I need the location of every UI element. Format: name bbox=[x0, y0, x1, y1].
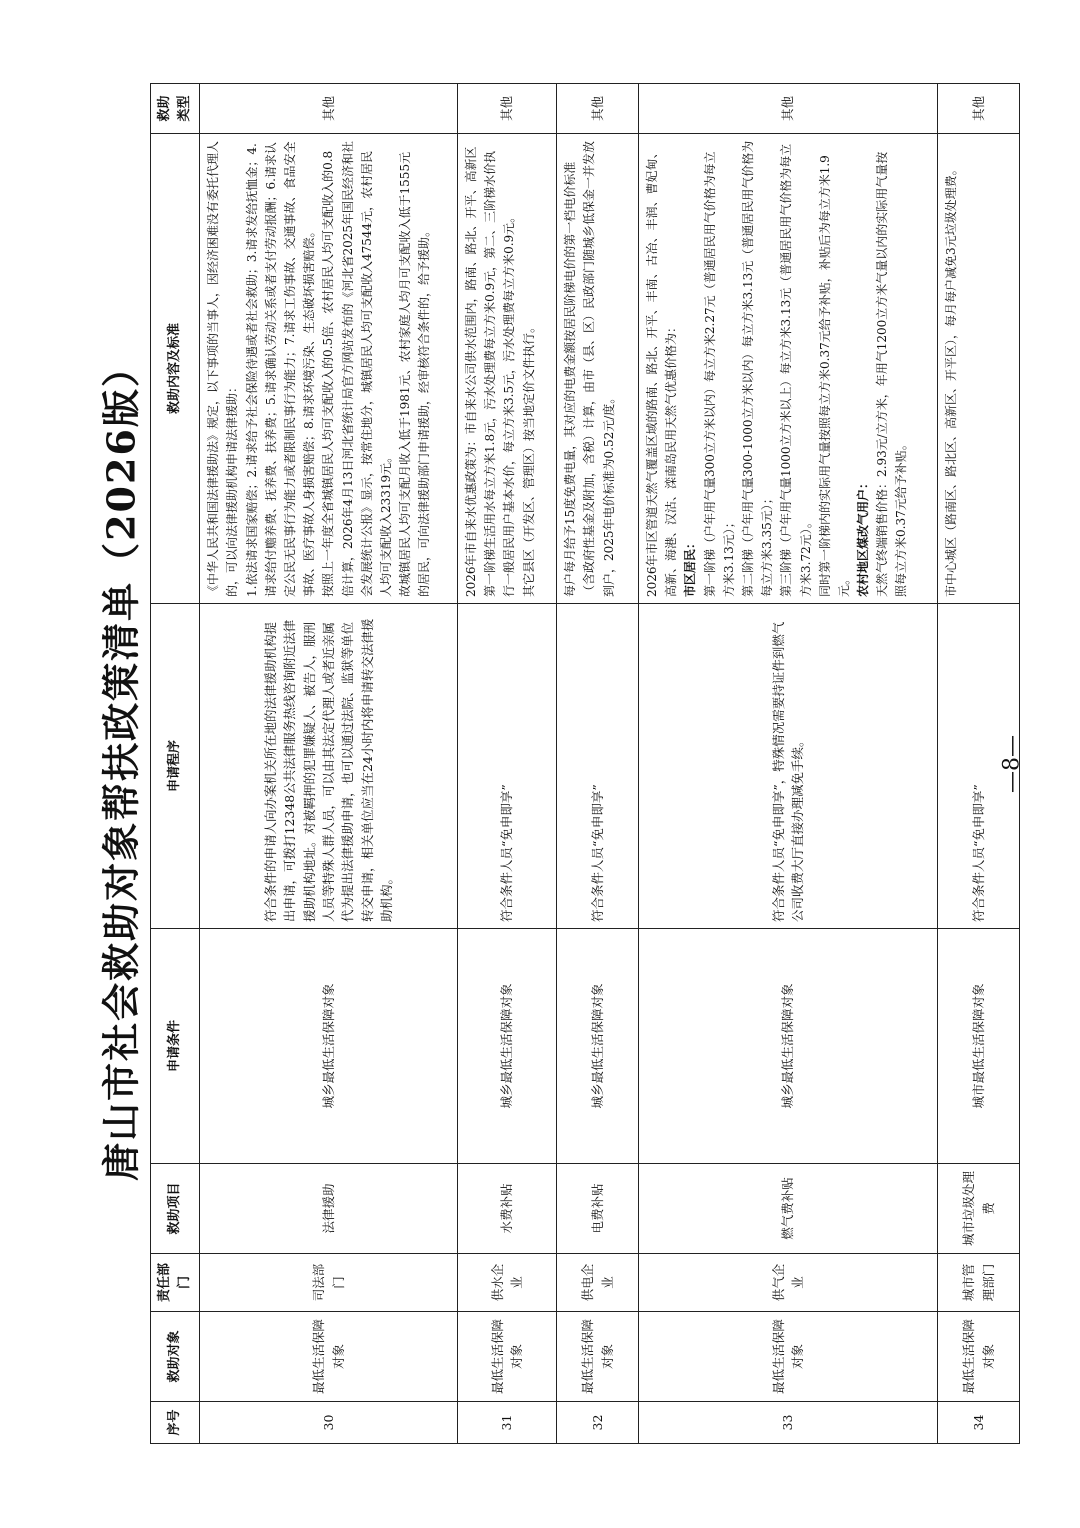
row-target: 最低生活保障对象 bbox=[639, 1312, 938, 1402]
row-type: 其他 bbox=[938, 84, 1020, 134]
content-line: 每户每月给予15度免费电量，其对应的电费金额按居民阶梯电价的第一档电价标准（含政府性基金及附加，含税）计算，由市（县、区）民政部门随城乡低保金一并发放到户，2025年电价标准为0.52元/度。 bbox=[563, 140, 616, 597]
row-type: 其他 bbox=[639, 84, 938, 134]
row-content bbox=[557, 134, 639, 604]
row-dept: 城市管理部门 bbox=[938, 1254, 1020, 1312]
content-line: 第二阶梯（户年用气量300-1000立方米以内）每立方米3.13元（普通居民用气价格为每立方米3.35元）； bbox=[740, 140, 775, 597]
row-condition: 城乡最低生活保障对象 bbox=[458, 929, 557, 1164]
row-type: 其他 bbox=[557, 84, 639, 134]
row-item: 燃气费补贴 bbox=[639, 1164, 938, 1254]
row-no: 32 bbox=[557, 1402, 639, 1444]
row-no: 34 bbox=[938, 1402, 1020, 1444]
content-subheading: 市区居民： bbox=[683, 536, 698, 597]
row-dept: 司法部门 bbox=[200, 1254, 458, 1312]
row-procedure: 符合条件人员“免申即享” bbox=[938, 604, 1020, 929]
policy-table bbox=[150, 83, 1020, 1444]
row-procedure: 符合条件人员“免申即享”，特殊情况需要持证件到燃气公司收费大厅直接办理减免手续。 bbox=[639, 604, 938, 929]
row-dept: 供气企业 bbox=[639, 1254, 938, 1312]
row-no: 33 bbox=[639, 1402, 938, 1444]
row-target: 最低生活保障对象 bbox=[557, 1312, 639, 1402]
content-line: 故城镇居民人均可支配月收入低于1981元、农村家庭人均月可支配收入低于1555元的居民，可向法律援助部门申请援助，经审核符合条件的，给予援助。 bbox=[398, 151, 432, 597]
table-row bbox=[458, 84, 557, 1444]
row-item: 法律援助 bbox=[200, 1164, 458, 1254]
table-row bbox=[200, 84, 458, 1444]
row-procedure: 符合条件人员“免申即享” bbox=[458, 604, 557, 929]
header-procedure: 申请程序 bbox=[151, 604, 200, 929]
content-line: 2026年市自来水优惠政策为：市自来水公司供水范围内，路南、路北、开平、高新区第一阶梯生活用水每立方米1.8元，污水处理费每立方米0.9元，第二、三阶梯水价执行一般居民用户基本水价，每立方米3.5元，污水处理费每立方米0.9元。 bbox=[464, 146, 517, 597]
header-condition: 申请条件 bbox=[151, 929, 200, 1164]
row-target: 最低生活保障对象 bbox=[938, 1312, 1020, 1402]
row-condition: 城市最低生活保障对象 bbox=[938, 929, 1020, 1164]
header-type: 救助类型 bbox=[151, 84, 200, 134]
row-no: 30 bbox=[200, 1402, 458, 1444]
row-procedure: 符合条件人员“免申即享” bbox=[557, 604, 639, 929]
row-item: 电费补贴 bbox=[557, 1164, 639, 1254]
table-row bbox=[639, 84, 938, 1444]
row-type: 其他 bbox=[200, 84, 458, 134]
table-header-row bbox=[151, 84, 200, 1444]
content-line: 第三阶梯（户年用气量1000立方米以上）每立方米3.13元（普通居民用气价格为每立方米3.72元）。 bbox=[779, 143, 813, 597]
row-target: 最低生活保障对象 bbox=[200, 1312, 458, 1402]
row-content bbox=[200, 134, 458, 604]
content-line: 天然气终端销售价格：2.93元/立方米，年用气1200立方米气量以内的实际用气量按照每立方米0.37元给予补贴。 bbox=[875, 151, 909, 597]
row-target: 最低生活保障对象 bbox=[458, 1312, 557, 1402]
row-dept: 供水企业 bbox=[458, 1254, 557, 1312]
header-no: 序号 bbox=[151, 1402, 200, 1444]
header-content: 救助内容及标准 bbox=[151, 134, 200, 604]
row-dept: 供电企业 bbox=[557, 1254, 639, 1312]
content-line: 同时第一阶梯内的实际用气量按照每立方米0.37元给予补贴，补贴后为每立方米1.9元。 bbox=[817, 155, 851, 597]
row-content bbox=[458, 134, 557, 604]
header-dept: 责任部门 bbox=[151, 1254, 200, 1312]
content-subheading: 农村地区煤改气用户： bbox=[856, 476, 871, 597]
row-item: 城市垃圾处理费 bbox=[938, 1164, 1020, 1254]
page-title: 唐山市社会救助对象帮扶政策清单（2026版） bbox=[98, 347, 144, 1181]
table-row bbox=[557, 84, 639, 1444]
content-line: 2026年市区管道天然气覆盖区域的路南、路北、开平、丰南、古冶、丰润、曹妃甸、高新、海港、汉沽、滦南岛民用天然气优惠价格为： bbox=[645, 146, 679, 597]
row-type: 其他 bbox=[458, 84, 557, 134]
content-line: 按照上一年度全省城镇居民人均可支配收入的0.5倍、农村居民人均可支配收入的0.8倍计算，2026年4月13日河北省统计局官方网站发布的《河北省2025年国民经济和社会发展统计公报》显示，按常住地分，城镇居民人均可支配收入47544元，农村居民人均可支配收入23319元。 bbox=[321, 141, 393, 597]
header-target: 救助对象 bbox=[151, 1312, 200, 1402]
row-condition: 城乡最低生活保障对象 bbox=[557, 929, 639, 1164]
row-condition: 城乡最低生活保障对象 bbox=[639, 929, 938, 1164]
content-line: 其它县区（开发区、管理区）按当地定价文件执行。 bbox=[521, 320, 536, 597]
content-line: 第一阶梯（户年用气量300立方米以内）每立方米2.27元（普通居民用气价格为每立方米3.13元）； bbox=[702, 151, 736, 597]
content-line: 《中华人民共和国法律援助法》规定，以下事项的当事人，因经济困难没有委托代理人的，可以向法律援助机构申请法律援助： bbox=[206, 140, 240, 597]
row-condition: 城乡最低生活保障对象 bbox=[200, 929, 458, 1164]
content-line: 市中心城区（路南区、路北区、高新区、开平区），每月每户减免3元垃圾处理费。 bbox=[944, 163, 959, 597]
row-procedure: 符合条件的申请人向办案机关所在地的法律援助机构提出申请，可拨打12348公共法律服务热线咨询附近法律援助机构地址。对被羁押的犯罪嫌疑人、被告人，服刑人员等特殊人群人员，可以由其法定代理人或者近亲属代为提出法律援助申请，也可以通过法院、监狱等单位转交申请，相关单位应当在24小时内将申请转交法律援助机构。 bbox=[200, 604, 458, 929]
row-content bbox=[938, 134, 1020, 604]
page-number: —8— bbox=[999, 735, 1025, 793]
row-content bbox=[639, 134, 938, 604]
row-no: 31 bbox=[458, 1402, 557, 1444]
content-line: 1.依法请求国家赔偿；2.请求给予社会保险待遇或者社会救助；3.请求发给抚恤金；4.请求给付赡养费、抚养费、扶养费；5.请求确认劳动关系或者支付劳动报酬；6.请求认定公民无民事行为能力或者限制民事行为能力；7.请求工伤事故、交通事故、食品安全事故、医疗事故人身损害赔偿；8.请求环境污染、生态破坏损害赔偿。 bbox=[244, 141, 317, 597]
header-item: 救助项目 bbox=[151, 1164, 200, 1254]
row-item: 水费补贴 bbox=[458, 1164, 557, 1254]
policy-table-wrapper bbox=[150, 84, 1020, 1444]
